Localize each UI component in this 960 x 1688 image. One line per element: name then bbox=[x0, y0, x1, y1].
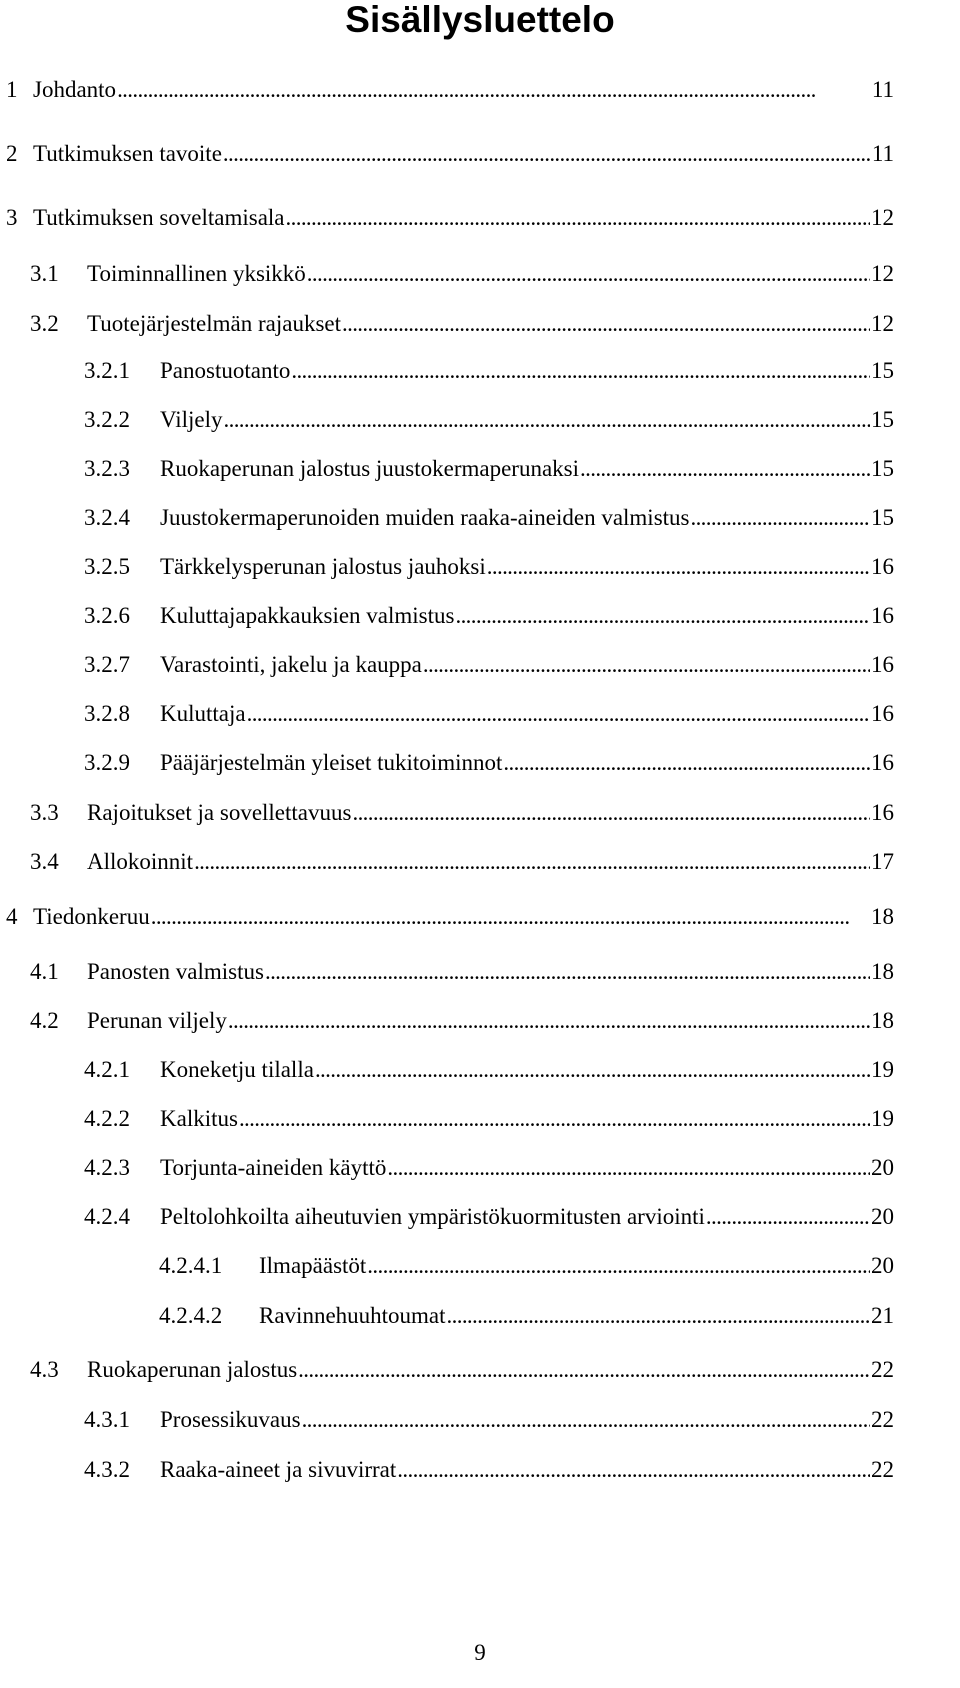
toc-entry-number: 4 bbox=[6, 904, 18, 929]
toc-entry-page: 19 bbox=[871, 1057, 894, 1082]
toc-entry-label: Tuotejärjestelmän rajaukset bbox=[87, 311, 341, 336]
toc-entry-number: 4.2.2 bbox=[84, 1106, 130, 1131]
toc-entry-3-2[interactable] bbox=[30, 307, 894, 341]
toc-entry-3-3[interactable] bbox=[30, 796, 894, 830]
toc-entry-3-2-4[interactable] bbox=[84, 501, 894, 535]
toc-entry-number: 4.2.4.2 bbox=[159, 1303, 223, 1328]
toc-entry-label: Koneketju tilalla bbox=[160, 1057, 314, 1082]
toc-entry-label: Panosten valmistus bbox=[87, 959, 264, 984]
toc-entry-label: Ravinnehuuhtoumat bbox=[259, 1303, 446, 1328]
toc-entry-4-2[interactable] bbox=[30, 1004, 894, 1038]
dot-leader bbox=[487, 550, 870, 584]
toc-entry-page: 18 bbox=[871, 959, 894, 984]
toc-entry-page: 12 bbox=[871, 311, 894, 336]
toc-entry-page: 16 bbox=[871, 603, 894, 628]
dot-leader bbox=[239, 1102, 870, 1136]
toc-entry-label: Allokoinnit bbox=[87, 849, 194, 874]
toc-entry-number: 3.2.9 bbox=[84, 750, 130, 775]
toc-entry-page: 20 bbox=[871, 1253, 894, 1278]
toc-entry-page: 15 bbox=[871, 505, 894, 530]
toc-entry-number: 3.2.7 bbox=[84, 652, 130, 677]
toc-entry-number: 3.2.1 bbox=[84, 358, 130, 383]
toc-entry-page: 16 bbox=[871, 652, 894, 677]
toc-entry-page: 11 bbox=[871, 77, 894, 102]
toc-entry-3-2-9[interactable] bbox=[84, 746, 894, 780]
toc-entry-label: Juustokermaperunoiden muiden raaka-aineiden valmistus bbox=[160, 505, 690, 530]
toc-entry-3[interactable] bbox=[6, 201, 894, 235]
toc-entry-3-1[interactable] bbox=[30, 257, 894, 291]
toc-entry-page: 16 bbox=[871, 750, 894, 775]
toc-entry-number: 4.3.1 bbox=[84, 1407, 130, 1432]
toc-entry-label: Rajoitukset ja sovellettavuus bbox=[87, 800, 352, 825]
toc-entry-4-2-3[interactable] bbox=[84, 1151, 894, 1185]
toc-entry-4-3-2[interactable] bbox=[84, 1453, 894, 1487]
toc-entry-page: 16 bbox=[871, 701, 894, 726]
dot-leader bbox=[342, 307, 870, 341]
toc-entry-4-3[interactable] bbox=[30, 1353, 894, 1387]
dot-leader bbox=[291, 354, 870, 388]
toc-entry-label: Kuluttajapakkauksien valmistus bbox=[160, 603, 455, 628]
toc-entry-3-2-5[interactable] bbox=[84, 550, 894, 584]
dot-leader bbox=[352, 796, 870, 830]
dot-leader bbox=[397, 1453, 870, 1487]
toc-entry-label: Raaka-aineet ja sivuvirrat bbox=[160, 1457, 397, 1482]
dot-leader bbox=[117, 73, 871, 107]
dot-leader bbox=[223, 137, 871, 171]
toc-entry-label: Ilmapäästöt bbox=[259, 1253, 367, 1278]
dot-leader bbox=[228, 1004, 870, 1038]
toc-entry-number: 3.2 bbox=[30, 311, 59, 336]
dot-leader bbox=[265, 955, 870, 989]
toc-entry-page: 19 bbox=[871, 1106, 894, 1131]
toc-entry-label: Tutkimuksen soveltamisala bbox=[33, 205, 285, 230]
dot-leader bbox=[690, 501, 870, 535]
toc-entry-page: 21 bbox=[871, 1303, 894, 1328]
toc-entry-page: 15 bbox=[871, 456, 894, 481]
toc-entry-3-2-7[interactable] bbox=[84, 648, 894, 682]
dot-leader bbox=[302, 1403, 870, 1437]
dot-leader bbox=[247, 697, 870, 731]
toc-entry-2[interactable] bbox=[6, 137, 894, 171]
dot-leader bbox=[447, 1299, 870, 1333]
toc-entry-number: 4.1 bbox=[30, 959, 59, 984]
toc-entry-page: 15 bbox=[871, 407, 894, 432]
toc-entry-page: 22 bbox=[871, 1357, 894, 1382]
dot-leader bbox=[387, 1151, 870, 1185]
toc-entry-number: 1 bbox=[6, 77, 18, 102]
toc-entry-3-2-2[interactable] bbox=[84, 403, 894, 437]
toc-entry-4-2-1[interactable] bbox=[84, 1053, 894, 1087]
toc-entry-page: 22 bbox=[871, 1407, 894, 1432]
dot-leader bbox=[151, 900, 870, 934]
toc-entry-page: 16 bbox=[871, 554, 894, 579]
toc-entry-number: 4.2.3 bbox=[84, 1155, 130, 1180]
toc-entry-4-1[interactable] bbox=[30, 955, 894, 989]
toc-entry-label: Peltolohkoilta aiheutuvien ympäristökuormitusten arviointi bbox=[160, 1204, 705, 1229]
toc-entry-label: Tutkimuksen tavoite bbox=[33, 141, 222, 166]
toc-entry-number: 4.3 bbox=[30, 1357, 59, 1382]
toc-entry-label: Kuluttaja bbox=[160, 701, 246, 726]
toc-entry-3-2-8[interactable] bbox=[84, 697, 894, 731]
dot-leader bbox=[503, 746, 870, 780]
toc-entry-4-2-4-2[interactable] bbox=[159, 1299, 894, 1333]
toc-entry-label: Johdanto bbox=[33, 77, 117, 102]
dot-leader bbox=[706, 1200, 870, 1234]
toc-entry-label: Torjunta-aineiden käyttö bbox=[160, 1155, 387, 1180]
toc-entry-3-4[interactable] bbox=[30, 845, 894, 879]
toc-entry-page: 15 bbox=[871, 358, 894, 383]
dot-leader bbox=[224, 403, 871, 437]
toc-entry-label: Toiminnallinen yksikkö bbox=[87, 261, 306, 286]
toc-entry-page: 11 bbox=[871, 141, 894, 166]
toc-entry-label: Viljely bbox=[160, 407, 223, 432]
toc-entry-page: 18 bbox=[871, 1008, 894, 1033]
toc-entry-page: 17 bbox=[871, 849, 894, 874]
toc-entry-number: 3.2.3 bbox=[84, 456, 130, 481]
dot-leader bbox=[298, 1353, 870, 1387]
toc-entry-number: 3.2.6 bbox=[84, 603, 130, 628]
toc-entry-number: 3.2.5 bbox=[84, 554, 130, 579]
toc-entry-page: 16 bbox=[871, 800, 894, 825]
toc-entry-label: Tärkkelysperunan jalostus jauhoksi bbox=[160, 554, 486, 579]
page-title: Sisällysluettelo bbox=[345, 0, 615, 40]
toc-entry-4-3-1[interactable] bbox=[84, 1403, 894, 1437]
dot-leader bbox=[194, 845, 870, 879]
toc-entry-3-2-3[interactable] bbox=[84, 452, 894, 486]
toc-entry-number: 3.2.4 bbox=[84, 505, 130, 530]
toc-entry-page: 20 bbox=[871, 1204, 894, 1229]
toc-entry-label: Perunan viljely bbox=[87, 1008, 227, 1033]
toc-entry-4-2-4[interactable] bbox=[84, 1200, 894, 1234]
toc-entry-number: 3.2.2 bbox=[84, 407, 130, 432]
toc-entry-4-2-4-1[interactable] bbox=[159, 1249, 894, 1283]
toc-entry-page: 22 bbox=[871, 1457, 894, 1482]
toc-entry-page: 12 bbox=[871, 205, 894, 230]
toc-entry-label: Pääjärjestelmän yleiset tukitoiminnot bbox=[160, 750, 503, 775]
toc-entry-number: 4.2 bbox=[30, 1008, 59, 1033]
toc-entry-3-2-1[interactable] bbox=[84, 354, 894, 388]
toc-entry-label: Kalkitus bbox=[160, 1106, 238, 1131]
toc-entry-label: Varastointi, jakelu ja kauppa bbox=[160, 652, 422, 677]
toc-entry-4-2-2[interactable] bbox=[84, 1102, 894, 1136]
dot-leader bbox=[315, 1053, 870, 1087]
toc-entry-page: 20 bbox=[871, 1155, 894, 1180]
dot-leader bbox=[580, 452, 870, 486]
toc-entry-number: 4.2.4.1 bbox=[159, 1253, 223, 1278]
toc-entry-4[interactable] bbox=[6, 900, 894, 934]
toc-entry-page: 18 bbox=[871, 904, 894, 929]
dot-leader bbox=[423, 648, 870, 682]
toc-entry-number: 4.2.1 bbox=[84, 1057, 130, 1082]
toc-entry-number: 4.3.2 bbox=[84, 1457, 130, 1482]
toc-entry-number: 3 bbox=[6, 205, 18, 230]
toc-entry-label: Tiedonkeruu bbox=[33, 904, 150, 929]
toc-entry-3-2-6[interactable] bbox=[84, 599, 894, 633]
dot-leader bbox=[307, 257, 870, 291]
page-number: 9 bbox=[474, 1640, 486, 1665]
toc-entry-1[interactable] bbox=[6, 73, 894, 107]
toc-entry-number: 3.1 bbox=[30, 261, 59, 286]
toc-entry-number: 4.2.4 bbox=[84, 1204, 130, 1229]
toc-entry-label: Panostuotanto bbox=[160, 358, 291, 383]
toc-entry-label: Prosessikuvaus bbox=[160, 1407, 301, 1432]
toc-entry-number: 3.4 bbox=[30, 849, 59, 874]
toc-entry-number: 2 bbox=[6, 141, 18, 166]
toc-entry-page: 12 bbox=[871, 261, 894, 286]
dot-leader bbox=[455, 599, 870, 633]
dot-leader bbox=[367, 1249, 870, 1283]
toc-entry-label: Ruokaperunan jalostus juustokermaperunaksi bbox=[160, 456, 580, 481]
toc-entry-number: 3.2.8 bbox=[84, 701, 130, 726]
toc-entry-number: 3.3 bbox=[30, 800, 59, 825]
toc-entry-label: Ruokaperunan jalostus bbox=[87, 1357, 298, 1382]
dot-leader bbox=[286, 201, 870, 235]
